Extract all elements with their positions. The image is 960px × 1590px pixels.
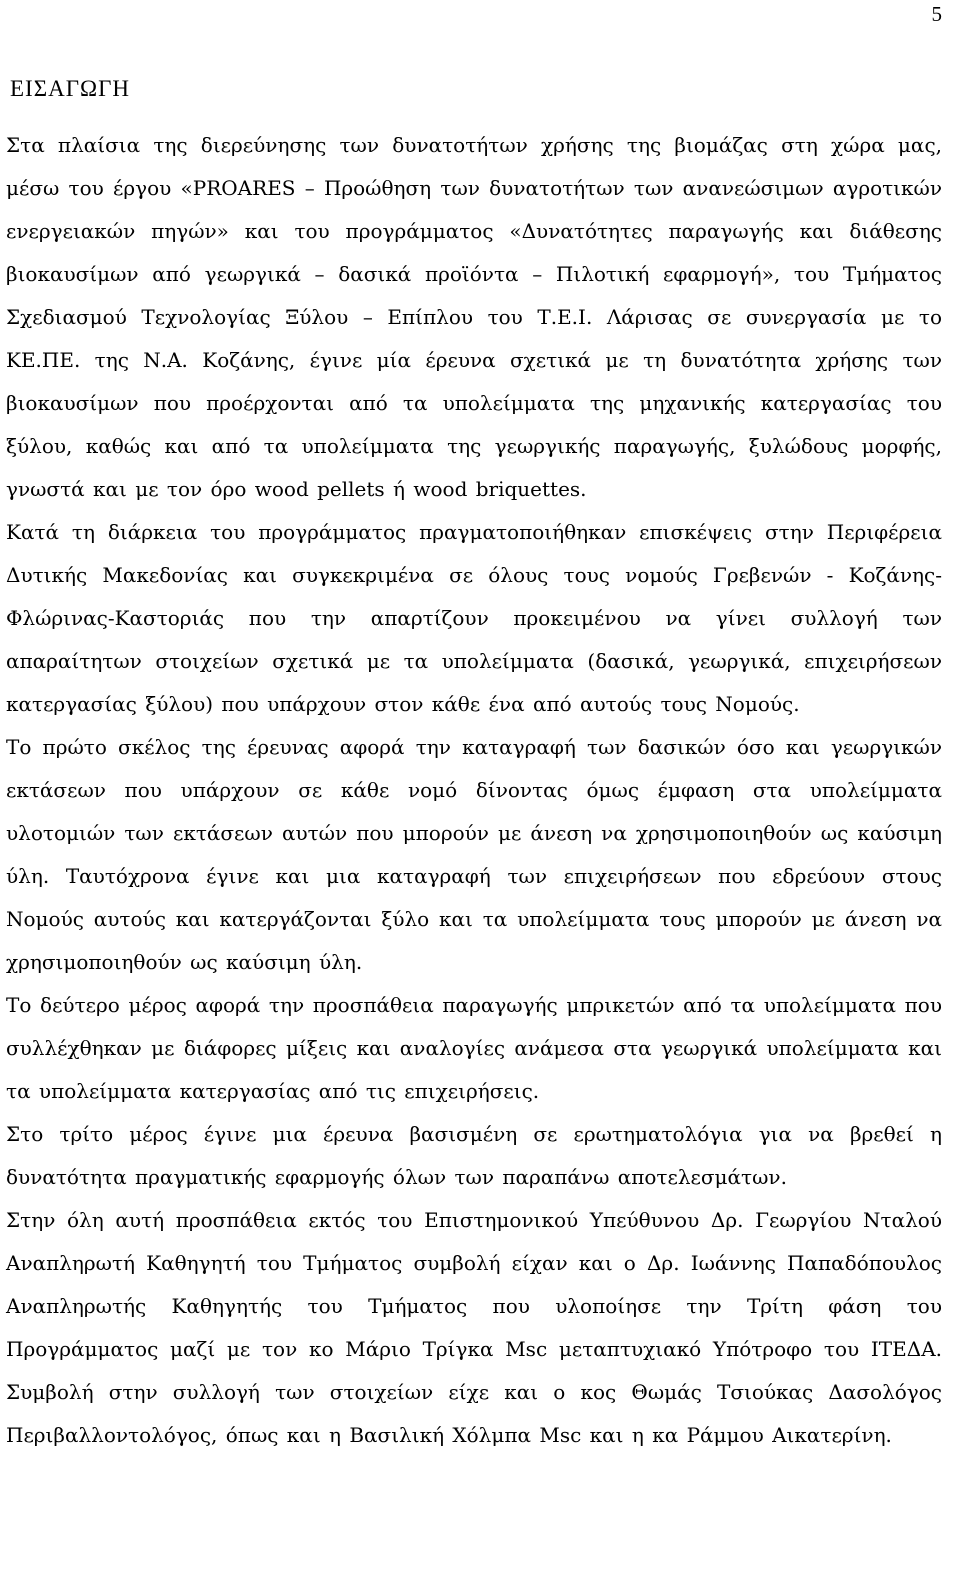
paragraph-introduction: Στα πλαίσια της διερεύνησης των δυνατοτήτων χρήσης της βιομάζας στη χώρα μας, μέσω του έργου «PROARES – Προώθηση των δυνατοτήτων των ανανεώσιμων αγροτικών ενεργειακών πηγών» και του προγράμματος «Δυνατότητες παραγωγής και διάθεσης βιοκαυσίμων από γεωργικά – δασικά προϊόντα – Πιλοτική εφαρμογή», του Τμήματος Σχεδιασμού Τεχνολογίας Ξύλου – Επίπλου του Τ.Ε.Ι. Λάρισας σε συνεργασία με το ΚΕ.ΠΕ. της Ν.Α. Κοζάνης, έγινε μία έρευνα σχετικά με τη δυνατότητα χρήσης των βιοκαυσίμων που προέρχονται από τα υπολείμματα της μηχανικής κατεργασίας του ξύλου, καθώς και από τα υπολείμματα της γεωργικής παραγωγής, ξυλώδους μορφής, γνωστά και με τον όρο wood pellets ή wood briquettes. [6, 133, 942, 501]
section-heading: ΕΙΣΑΓΩΓΗ [10, 76, 131, 101]
page-number: 5 [931, 2, 942, 26]
paragraph-third-part: Στο τρίτο μέρος έγινε μια έρευνα βασισμένη σε ερωτηματολόγια για να βρεθεί η δυνατότητα πραγματικής εφαρμογής όλων των παραπάνω αποτελεσμάτων. [6, 1122, 942, 1189]
document-body [6, 124, 942, 1457]
paragraph-second-part: Το δεύτερο μέρος αφορά την προσπάθεια παραγωγής μπρικετών από τα υπολείμματα που συλλέχθηκαν με διάφορες μίξεις και αναλογίες ανάμεσα στα γεωργικά υπολείμματα και τα υπολείμματα κατεργασίας από τις επιχειρήσεις. [6, 993, 942, 1103]
paragraph-first-part: Το πρώτο σκέλος της έρευνας αφορά την καταγραφή των δασικών όσο και γεωργικών εκτάσεων που υπάρχουν σε κάθε νομό δίνοντας όμως έμφαση στα υπολείμματα υλοτομιών των εκτάσεων αυτών που μπορούν με άνεση να χρησιμοποιηθούν ως καύσιμη ύλη. Ταυτόχρονα έγινε και μια καταγραφή των επιχειρήσεων που εδρεύουν στους Νομούς αυτούς και κατεργάζονται ξύλο και τα υπολείμματα τους μπορούν με άνεση να χρησιμοποιηθούν ως καύσιμη ύλη. [6, 735, 942, 974]
paragraph-site-visits: Κατά τη διάρκεια του προγράμματος πραγματοποιήθηκαν επισκέψεις στην Περιφέρεια Δυτικής Μακεδονίας και συγκεκριμένα σε όλους τους νομούς Γρεβενών - Κοζάνης-Φλώρινας-Καστοριάς που την απαρτίζουν προκειμένου να γίνει συλλογή των απαραίτητων στοιχείων σχετικά με τα υπολείμματα (δασικά, γεωργικά, επιχειρήσεων κατεργασίας ξύλου) που υπάρχουν στον κάθε ένα από αυτούς τους Νομούς. [6, 520, 942, 716]
paragraph-acknowledgements: Στην όλη αυτή προσπάθεια εκτός του Επιστημονικού Υπεύθυνου Δρ. Γεωργίου Νταλού Αναπληρωτή Καθηγητή του Τμήματος συμβολή είχαν και ο Δρ. Ιωάννης Παπαδόπουλος Αναπληρωτής Καθηγητής του Τμήματος που υλοποίησε την Τρίτη φάση του Προγράμματος μαζί με τον κο Μάριο Τρίγκα Msc μεταπτυχιακό Υπότροφο του ΙΤΕΔΑ. Συμβολή στην συλλογή των στοιχείων είχε και ο κος Θωμάς Τσιούκας Δασολόγος Περιβαλλοντολόγος, όπως και η Βασιλική Χόλμπα Msc και η κα Ράμμου Αικατερίνη. [6, 1208, 942, 1447]
